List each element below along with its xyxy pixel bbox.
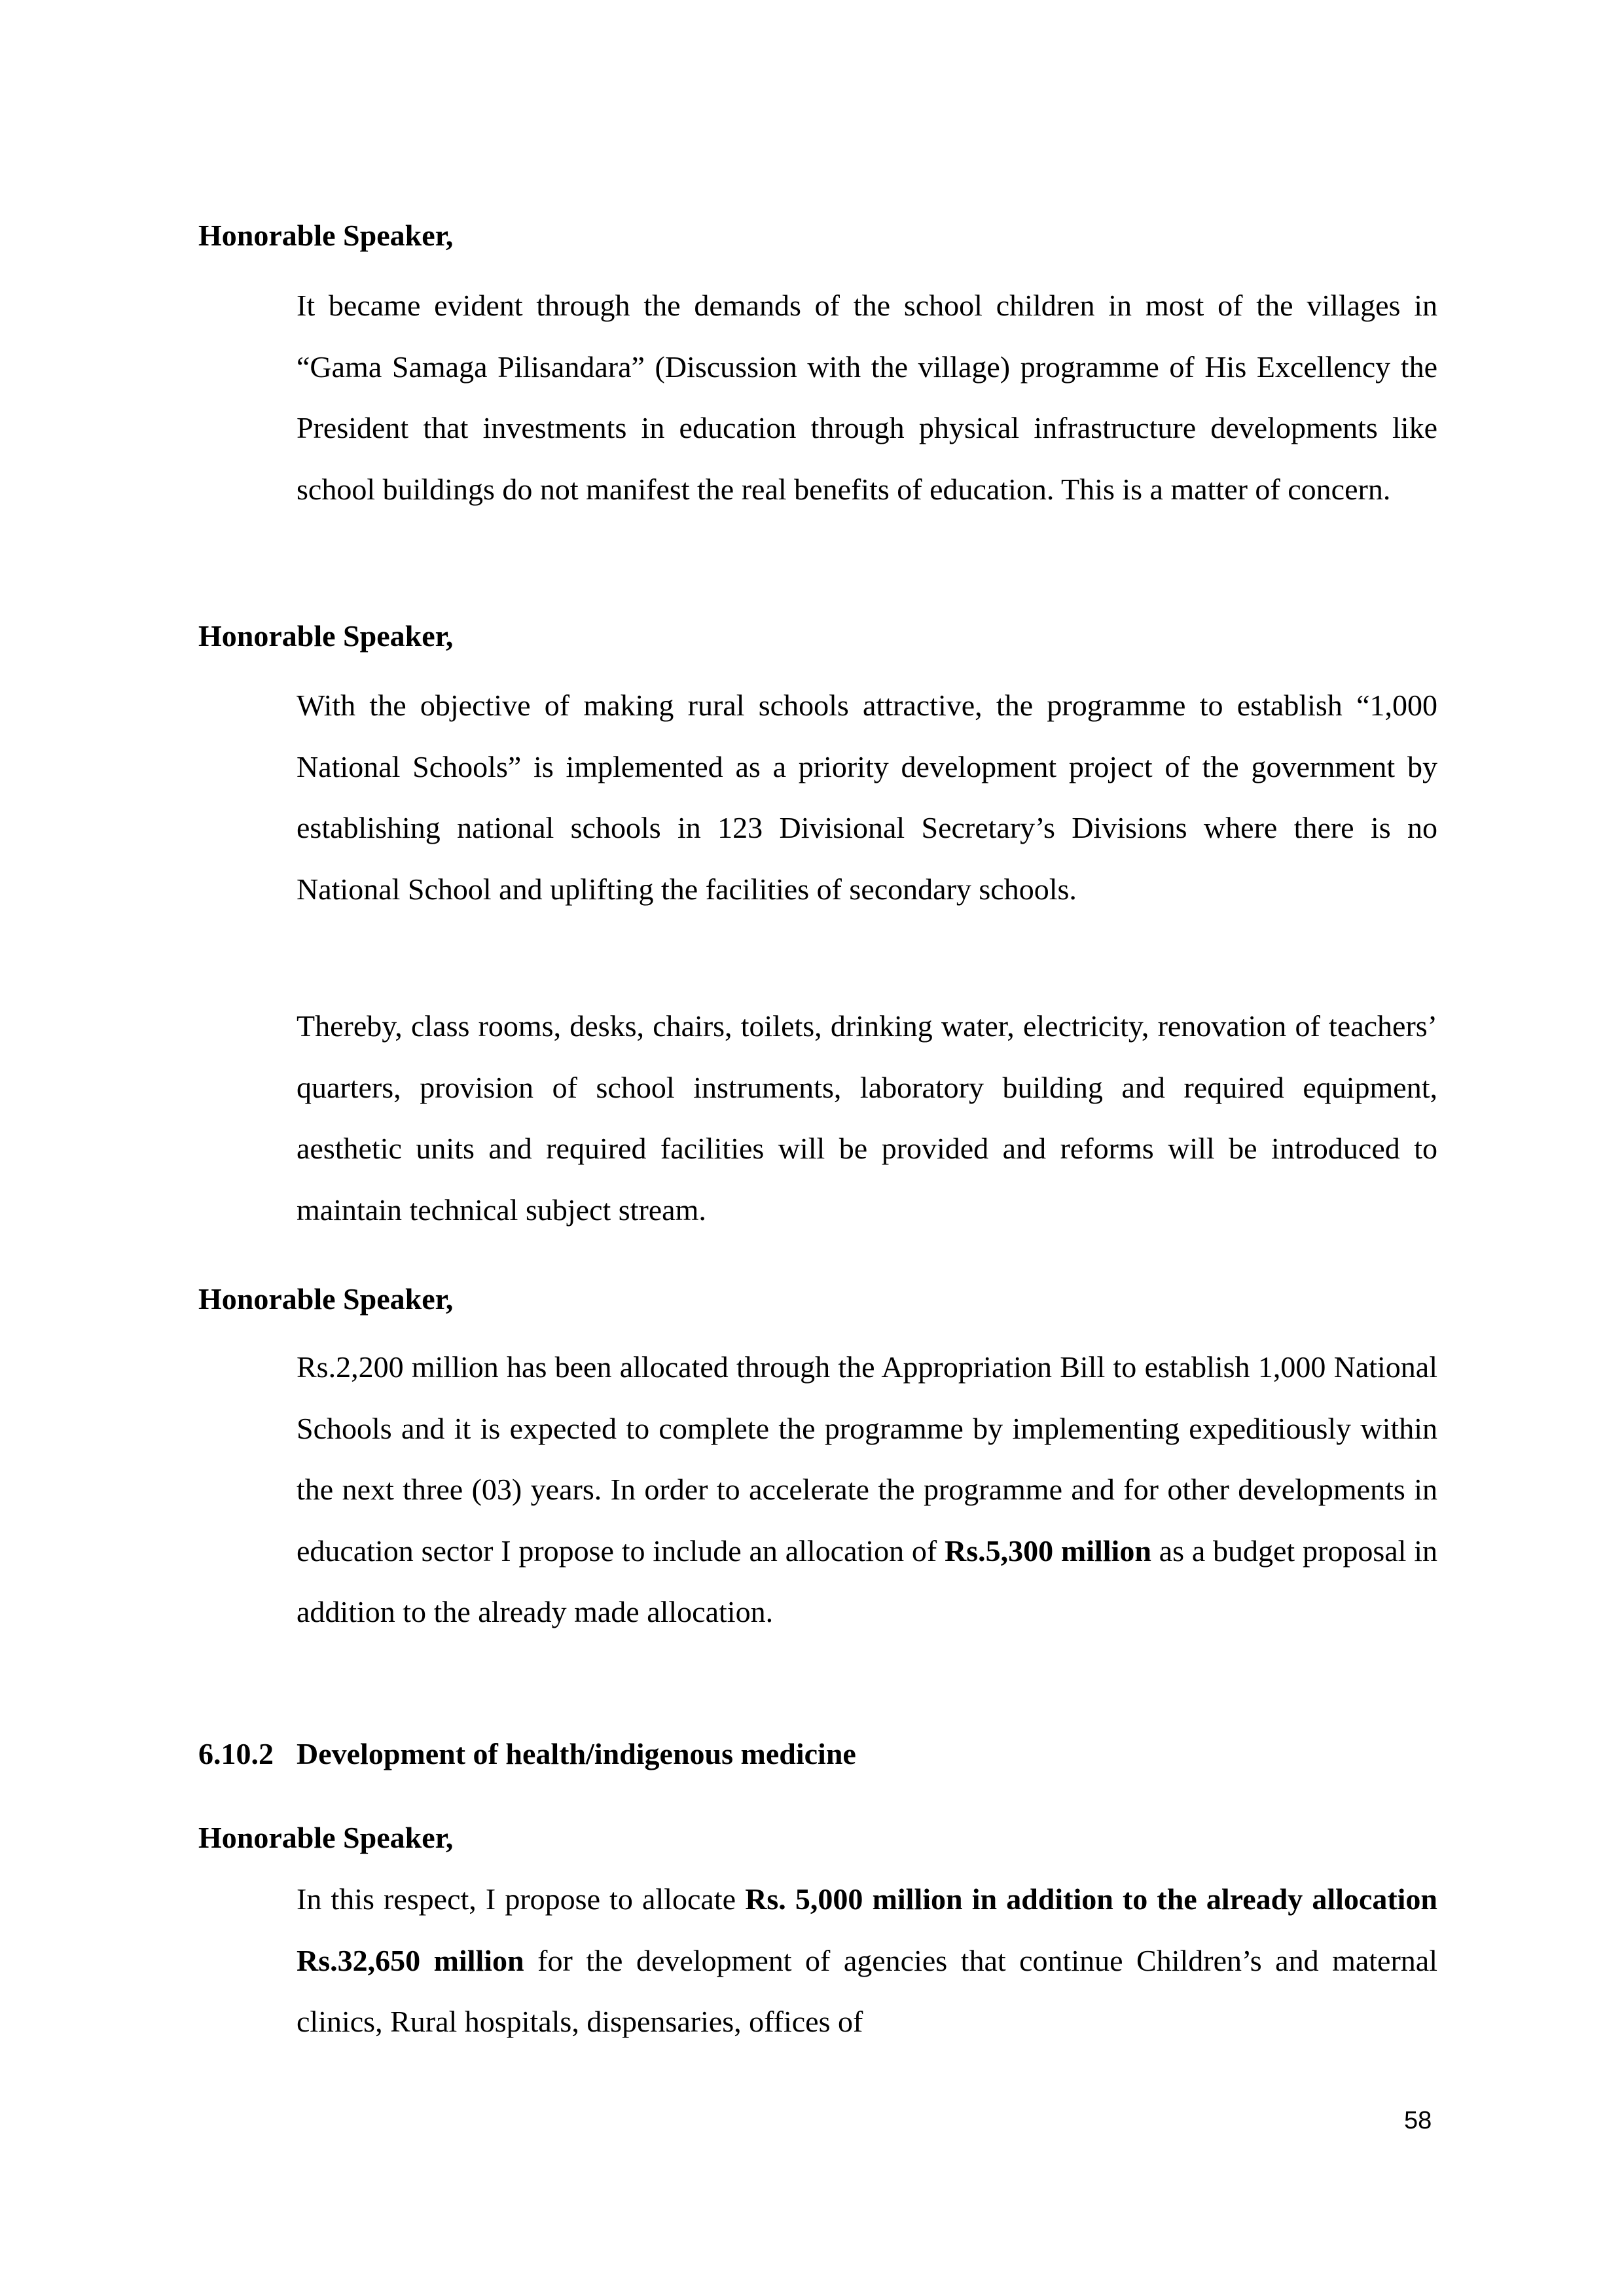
text-run: In this respect, I propose to allocate <box>297 1882 746 1916</box>
paragraph-text: With the objective of making rural schools attractive, the programme to establish “1,000 National Schools” is implemented as a priority development project of the government by establishing national schools in 123 Divisional Secretary’s Divisions where there is no National School and uplifting the facilities of secondary schools. <box>297 689 1437 906</box>
bold-amount: Rs.5,300 million <box>944 1534 1151 1568</box>
heading-honorable-speaker-3: Honorable Speaker, <box>198 1282 454 1316</box>
text-run: for the development of agencies that continue Children’s and maternal clinics, Rural hospitals, dispensaries, offices of <box>297 1943 1437 2038</box>
paragraph-facilities-list <box>297 996 1437 1240</box>
paragraph-allocation-national-schools <box>297 1336 1437 1643</box>
page-number: 58 <box>1404 2107 1432 2134</box>
paragraph-school-children-demands <box>297 275 1437 520</box>
heading-honorable-speaker-2: Honorable Speaker, <box>198 619 454 653</box>
bold-amount: Rs. 5,000 million in addition to the already allocation Rs.32,650 million <box>297 1882 1438 1977</box>
heading-honorable-speaker-1: Honorable Speaker, <box>198 219 454 252</box>
section-heading <box>198 1734 856 1774</box>
text-run: as a budget proposal in addition to the already made allocation. <box>297 1534 1437 1628</box>
paragraph-text: It became evident through the demands of the school children in most of the villages in “Gama Samaga Pilisandara” (Discussion with the village) programme of His Excellency the President that investments in education through physical infrastructure developments like school buildings do not manifest the real benefits of education. This is a matter of concern. <box>297 289 1437 506</box>
section-title: Development of health/indigenous medicine <box>297 1737 856 1770</box>
paragraph-text: Thereby, class rooms, desks, chairs, toilets, drinking water, electricity, renovation of teachers’ quarters, provision of school instruments, laboratory building and required equipment, aesthetic units and required facilities will be provided and reforms will be introduced to maintain technical subject stream. <box>297 1009 1437 1227</box>
heading-honorable-speaker-4: Honorable Speaker, <box>198 1821 454 1854</box>
paragraph-health-allocation <box>297 1869 1437 2053</box>
section-number: 6.10.2 <box>198 1737 274 1770</box>
paragraph-text <box>297 1336 1437 1643</box>
paragraph-text <box>297 1869 1437 2053</box>
paragraph-national-schools-objective <box>297 675 1437 920</box>
text-run: Rs.2,200 million has been allocated through the Appropriation Bill to establish 1,000 National Schools and it is expected to complete the programme by implementing expeditiously within the next three (03) years. In order to accelerate the programme and for other developments in education sector I propose to include an allocation of <box>297 1350 1437 1568</box>
